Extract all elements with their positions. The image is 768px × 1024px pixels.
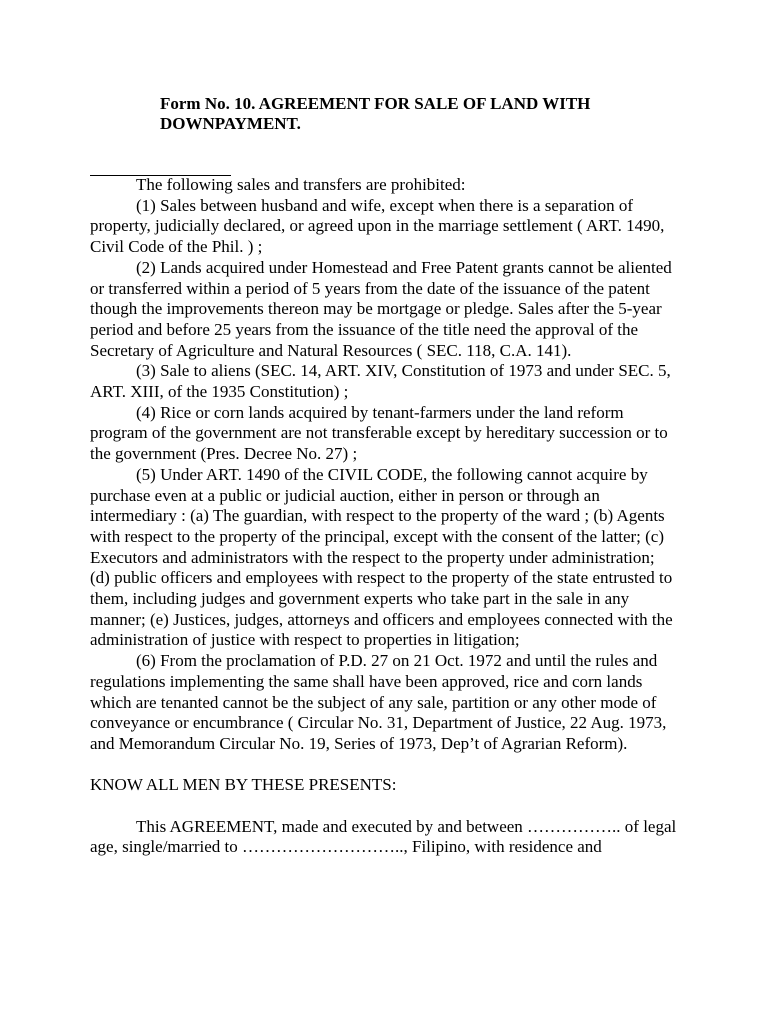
prohibition-item-1: (1) Sales between husband and wife, except when there is a separation of property, judicially declared, or agreed upon in the marriage settlement ( ART. 1490, Civil Code of the Phil. ) ; — [90, 195, 665, 257]
prohibition-item-5: (5) Under ART. 1490 of the CIVIL CODE, the following cannot acquire by purchase even at a public or judicial auction, either in person or through an intermediary : (a) The guardian, with respect to the property of the ward ; (b) Agents with respect to the property of the principal, except with the consent of the latter; (c) Executors and administrators with the respect to the property under administration; (d) public officers and employees with respect to the property of the state entrusted to them, including judges and government experts who take part in the sale in any manner; (e) Justices, judges, attorneys and officers and employees connected with the administration of justice with respect to properties in litigation; — [90, 464, 673, 650]
spacer — [90, 755, 678, 776]
spacer — [90, 796, 678, 817]
form-title: Form No. 10. AGREEMENT FOR SALE OF LAND WITH DOWNPAYMENT. — [160, 94, 591, 133]
prohibition-item-3: (3) Sale to aliens (SEC. 14, ART. XIV, Constitution of 1973 and under SEC. 5, ART. XIII, of the 1935 Constitution) ; — [90, 361, 671, 402]
prohibition-item-4: (4) Rice or corn lands acquired by tenant-farmers under the land reform program of the government are not transferable except by hereditary succession or to the government (Pres. Decree No. 27) ; — [90, 402, 668, 464]
prohibition-item-6: (6) From the proclamation of P.D. 27 on 21 Oct. 1972 and until the rules and regulations implementing the same shall have been approved, rice and corn lands which are tenanted cannot be the subject of any sale, partition or any other mode of conveyance or encumbrance ( Circular No. 31, Department of Justice, 22 Aug. 1973, and Memorandum Circular No. 19, Series of 1973, Dep’t of Agrarian Reform). — [90, 651, 667, 753]
section-heading: KNOW ALL MEN BY THESE PRESENTS: — [90, 775, 397, 795]
agreement-paragraph: This AGREEMENT, made and executed by and between …………….. of legal age, single/married to ……………………….., Filipino, with residence and — [90, 816, 677, 857]
prohibited-intro: The following sales and transfers are prohibited: — [136, 175, 466, 194]
document-body — [90, 175, 678, 858]
prohibition-item-2: (2) Lands acquired under Homestead and Free Patent grants cannot be aliented or transferred within a period of 5 years from the date of the issuance of the patent though the improvements thereon may be mortgage or pledge. Sales after the 5-year period and before 25 years from the issuance of the title need the approval of the Secretary of Agriculture and Natural Resources ( SEC. 118, C.A. 141). — [90, 257, 672, 360]
